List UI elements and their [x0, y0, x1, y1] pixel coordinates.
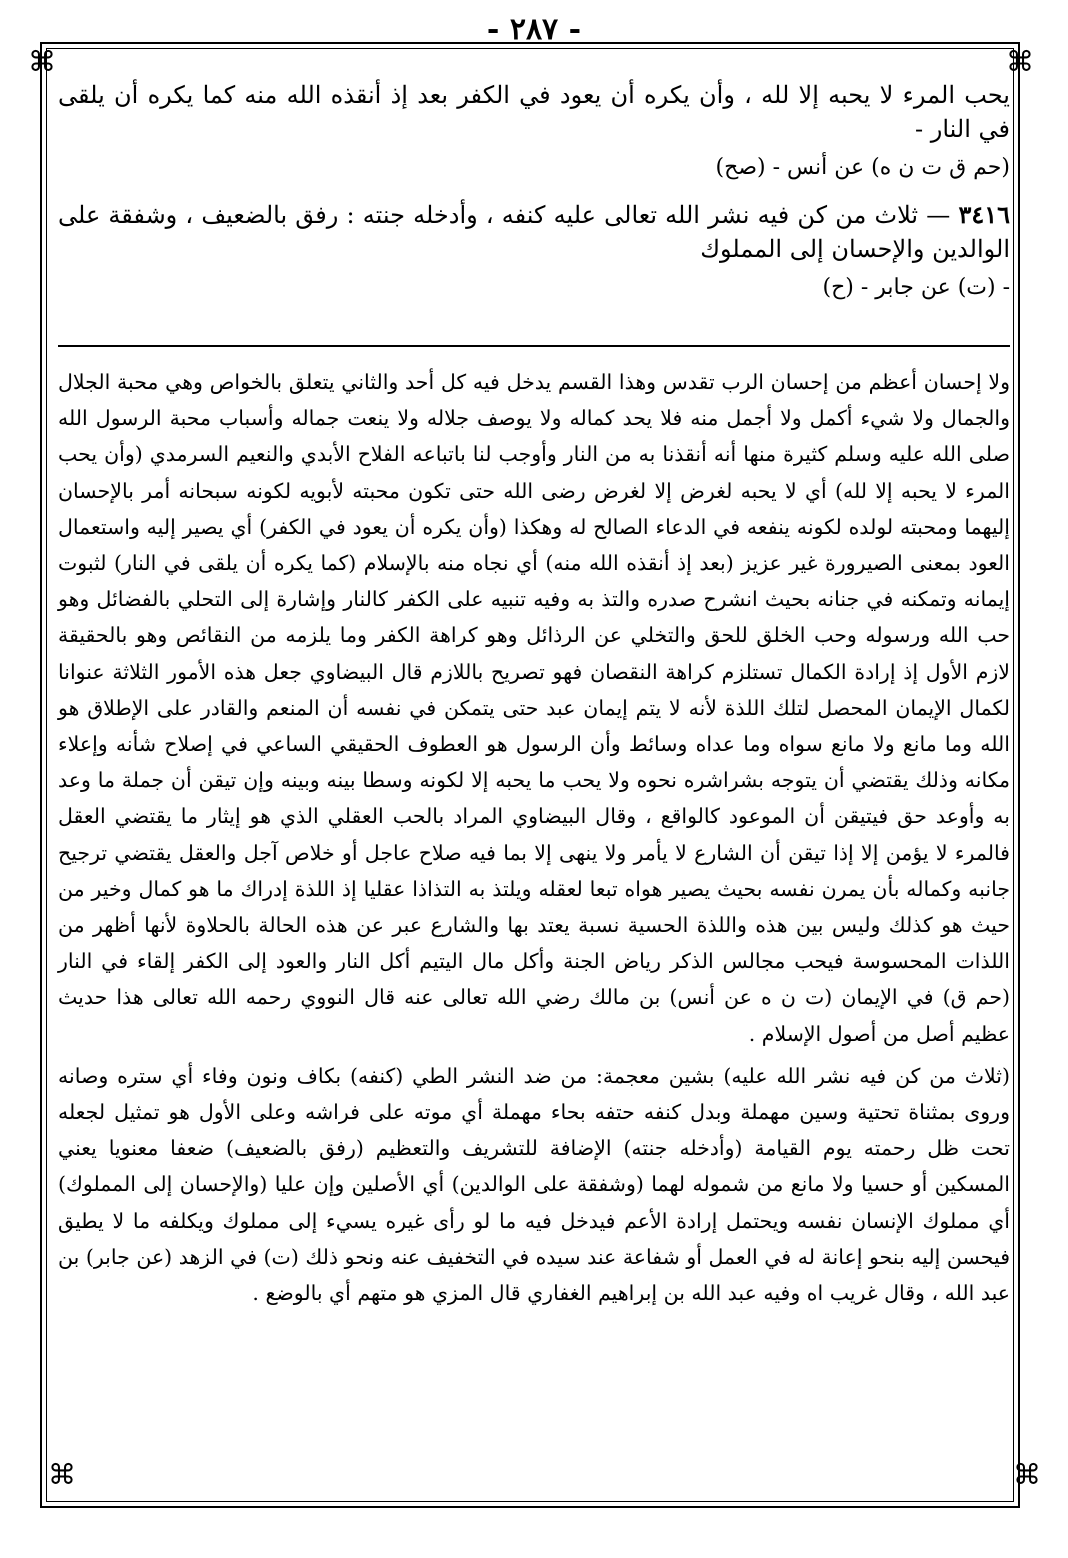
section-divider [58, 345, 1010, 347]
corner-ornament-icon: ⌘ [48, 1458, 76, 1491]
corner-ornament-icon: ⌘ [1013, 1458, 1041, 1491]
hadith-2-text: ثلاث من كن فيه نشر الله تعالى عليه كنفه ، وأدخله جنته : رفق بالضعيف ، وشفقة على الوالدين والإحسان إلى المملوك [58, 201, 1010, 263]
corner-ornament-icon: ⌘ [28, 45, 56, 78]
page-number: - ٢٨٧ - [486, 12, 582, 47]
hadith-1-reference: (حم ق ت ن ه) عن أنس - (صح) [715, 155, 1010, 180]
hadith-2-number: ٣٤١٦ [958, 200, 1010, 229]
hadith-2-reference: - (ت) عن جابر - (ح) [822, 275, 1010, 300]
commentary [58, 364, 1010, 1311]
hadith-1-text: يحب المرء لا يحبه إلا لله ، وأن يكره أن يعود في الكفر بعد إذ أنقذه الله منه كما يكره أن يلقى في النار - [58, 81, 1010, 143]
commentary-paragraph-2: (ثلاث من كن فيه نشر الله عليه) بشين معجمة: من ضد النشر الطي (كنفه) بكاف ونون وفاء أي ستره وصانه وروى بمثناة تحتية وسين مهملة وبدل كنفه حتفه بحاء مهملة أي موته على فراشه وعلى الأول هو تمثيل لجعله تحت ظل رحمته يوم القيامة (وأدخله جنته) الإضافة للتشريف والتعظيم (رفق بالضعيف) ضعفا معنويا يعني المسكين أو حسيا ولا مانع من شموله لهما (وشفقة على الوالدين) أي الأصلين وإن عليا (والإحسان إلى المملوك) أي مملوك الإنسان نفسه ويحتمل إرادة الأعم فيدخل فيه ما لو رأى غيره يسيء إلى مملوك ويكلفه ما لا يطيق فيحسن إليه بنحو إعانة له في العمل أو شفاعة عند سيده في التخفيف عنه ونحو ذلك (ت) في الزهد (عن جابر) بن عبد الله ، وقال غريب اه وفيه عبد الله بن إبراهيم الغفاري قال المزي هو متهم أي بالوضع . [58, 1063, 1010, 1306]
commentary-paragraph-1: ولا إحسان أعظم من إحسان الرب تقدس وهذا القسم يدخل فيه كل أحد والثاني يتعلق بالخواص وهي محبة الجلال والجمال ولا شيء أكمل ولا أجمل منه فلا يحد كماله ولا يوصف جلاله ولا ينعت جماله وأسباب محبة الرسول الله صلى الله عليه وسلم كثيرة منها أنه أنقذنا به من النار وأوجب لنا باتباعه الفلاح الأبدي والنعيم السرمدي (وأن يحب المرء لا يحبه إلا لله) أي لا يحبه لغرض إلا لغرض رضى الله حتى تكون محبته لأبويه لكونه سبحانه أمر بالإحسان إليهما ومحبته لولده لكونه ينفعه في الدعاء الصالح له وهكذا (وأن يكره أن يعود في الكفر) أي يصير إليه واستعمال العود بمعنى الصيرورة غير عزيز (بعد إذ أنقذه الله منه) أي نجاه منه بالإسلام (كما يكره أن يلقى في النار) لثبوت إيمانه وتمكنه في جنانه بحيث انشرح صدره والتذ به وفيه تنبيه على الكفر كالنار وإشارة إلى التحلي بالفضائل وهو حب الله ورسوله وحب الخلق للحق والتخلي عن الرذائل وهو كراهة الكفر وما يلزمه من النقائص وهو بالحقيقة لازم الأول إذ إرادة الكمال تستلزم كراهة النقصان فهو تصريح باللازم قال البيضاوي جعل هذه الأمور الثلاثة عنوانا لكمال الإيمان المحصل لتلك اللذة لأنه لا يتم إيمان عبد حتى يتمكن في نفسه أن المنعم والقادر على الإطلاق هو الله وما مانع ولا مانع سواه وما عداه وسائط وأن الرسول هو العطوف الحقيقي الساعي في إصلاح شأنه وإعلاء مكانه وذلك يقتضي أن يتوجه بشراشره نحوه ولا يحب ما يحبه إلا لكونه وسطا بينه وبينه وإن تيقن أن جملة ما وعد به وأوعد حق فيتيقن أن الموعود كالواقع ، وقال البيضاوي المراد بالحب العقلي الذي هو إيثار ما يقتضي العقل فالمرء لا يؤمن إلا إذا تيقن أن الشارع لا يأمر ولا ينهى إلا بما فيه صلاح عاجل أو خلاص آجل والعقل يقتضي ترجيح جانبه وكماله بأن يمرن نفسه بحيث يصير هواه تبعا لعقله ويلتذ به التذاذا عقليا إذ اللذة إدراك ما هو كمال وخير من حيث هو كذلك وليس بين هذه واللذة الحسية نسبة يعتد بها والشارع عبر عن هذه الحالة بالحلاوة لأنها أظهر من اللذات المحسوسة فيحب مجالس الذكر رياض الجنة وأكل مال اليتيم أكل النار والعود إلى الكفر إلقاء في النار (حم ق) في الإيمان (ت ن ه عن أنس) بن مالك رضي الله تعالى عنه قال النووي رحمه الله تعالى هذا حديث عظيم أصل من أصول الإسلام . [58, 370, 1010, 1046]
hadith-2 [58, 198, 1010, 266]
hadith-2-dash: — [918, 201, 951, 229]
corner-ornament-icon: ⌘ [1006, 45, 1034, 78]
